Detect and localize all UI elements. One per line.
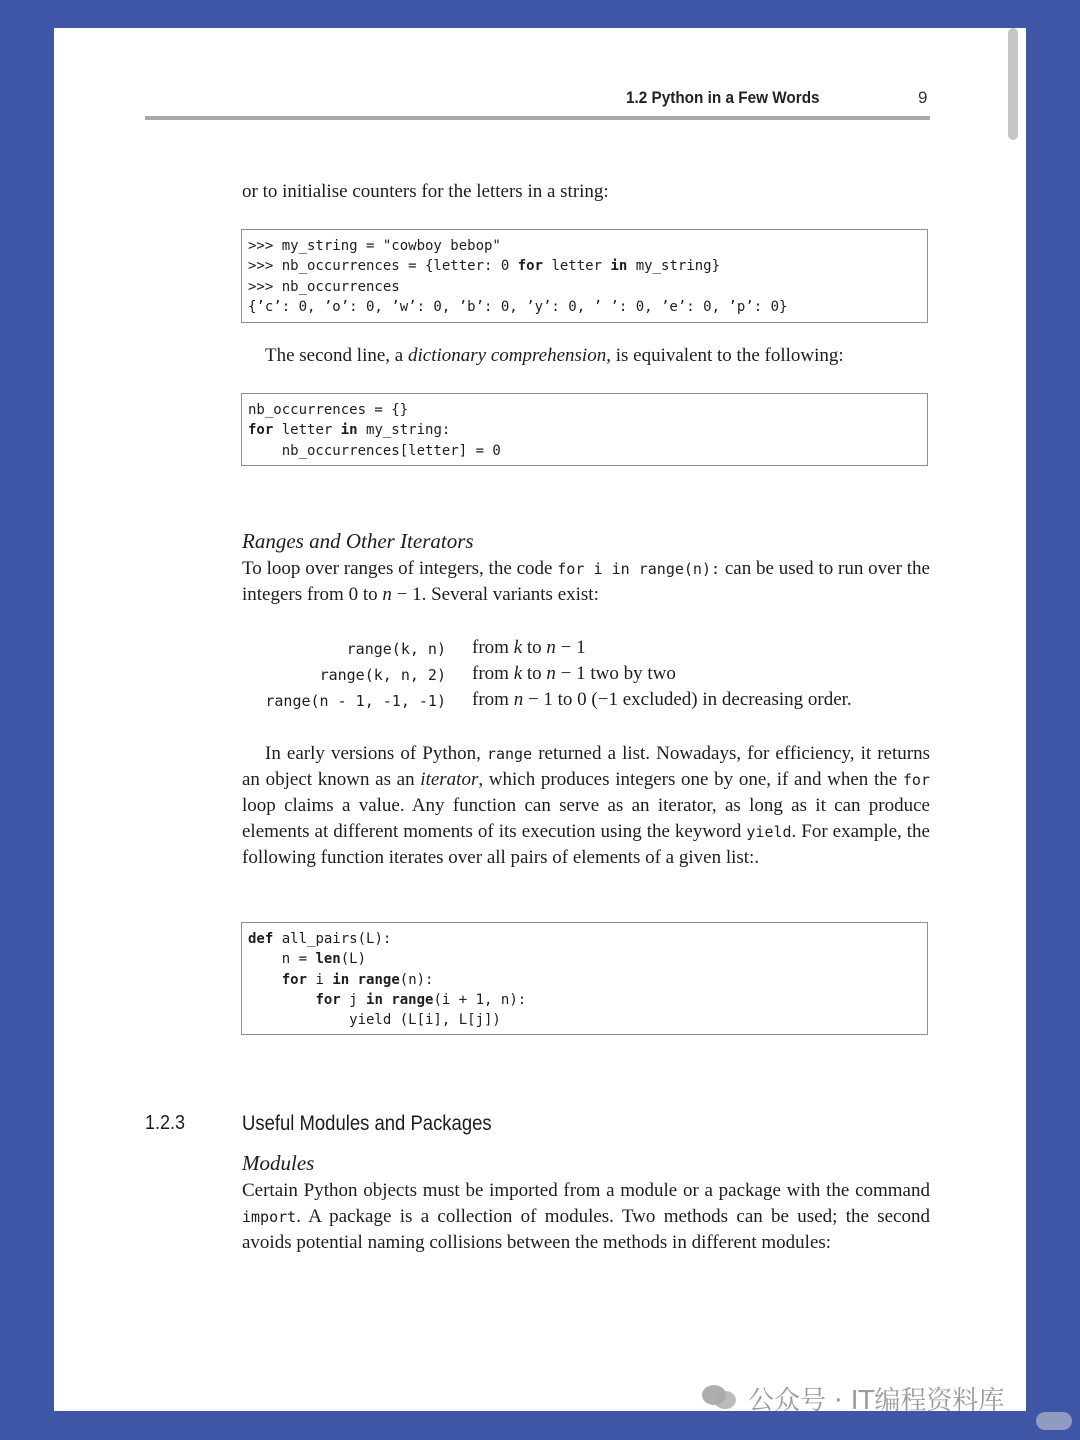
code-text: my_string} bbox=[627, 258, 721, 275]
text: loop claims a value. Any function can serve as an iterator, as long as it can produce elements at different moments of its execution using the keyword bbox=[242, 795, 930, 842]
text: from bbox=[472, 663, 514, 684]
code-keyword: range bbox=[357, 971, 400, 988]
text: − 1 to 0 (−1 excluded) in decreasing order. bbox=[523, 689, 852, 710]
subheading-ranges: Ranges and Other Iterators bbox=[242, 529, 474, 553]
inline-code: range bbox=[486, 745, 533, 763]
section-number: 1.2.3 bbox=[145, 1112, 186, 1134]
text: can be used to run over the integers from 0 to bbox=[242, 558, 930, 605]
section-title: Useful Modules and Packages bbox=[242, 1112, 492, 1135]
code-line bbox=[248, 256, 921, 276]
code-text: i bbox=[307, 971, 333, 988]
code-line: yield (L[i], L[j]) bbox=[248, 1012, 501, 1029]
header-rule bbox=[145, 116, 930, 120]
code-keyword: in bbox=[366, 991, 383, 1008]
variable: n bbox=[513, 689, 524, 710]
paragraph-modules bbox=[242, 1178, 930, 1256]
code-line bbox=[248, 929, 921, 949]
code-line bbox=[248, 949, 921, 969]
variable: n bbox=[382, 584, 392, 605]
range-code: range(n - 1, -1, -1) bbox=[265, 692, 446, 710]
code-text: j bbox=[340, 991, 367, 1008]
text: , is equivalent to the following: bbox=[606, 345, 844, 366]
corner-badge bbox=[1036, 1412, 1072, 1430]
inline-code: import bbox=[242, 1208, 297, 1226]
text: returned a list. Nowadays, for efficiency, it returns an object known as an bbox=[242, 743, 930, 790]
watermark-text: 公众号 · IT编程资料库 bbox=[748, 1386, 1005, 1416]
range-description bbox=[472, 663, 676, 685]
paragraph-dict-comprehension bbox=[265, 343, 945, 369]
text: to bbox=[522, 663, 547, 684]
code-line bbox=[248, 990, 921, 1010]
intro-paragraph: or to initialise counters for the letters in a string: bbox=[242, 181, 609, 202]
code-keyword: for bbox=[517, 258, 544, 275]
inline-code: for bbox=[902, 771, 930, 789]
code-line: nb_occurrences[letter] = 0 bbox=[248, 442, 501, 459]
inline-code: for i in range(n): bbox=[557, 560, 721, 578]
code-text: (L) bbox=[340, 951, 367, 968]
variable: n bbox=[546, 637, 556, 658]
code-line: >>> my_string = "cowboy bebop" bbox=[248, 238, 501, 254]
inline-code: yield bbox=[746, 823, 792, 841]
code-block-for-loop bbox=[241, 393, 928, 466]
code-text: all_pairs(L): bbox=[273, 931, 392, 947]
page-number: 9 bbox=[918, 88, 928, 107]
code-keyword: in bbox=[332, 971, 350, 988]
range-description bbox=[472, 689, 852, 711]
scrollbar[interactable] bbox=[1008, 28, 1018, 140]
code-keyword: in bbox=[610, 258, 628, 275]
text: Certain Python objects must be imported from a module or a package with the command bbox=[242, 1180, 930, 1201]
text: − 1 bbox=[555, 637, 586, 658]
variable: k bbox=[513, 663, 523, 684]
paragraph-ranges bbox=[242, 556, 930, 608]
variable: n bbox=[546, 663, 556, 684]
code-text: my_string: bbox=[357, 422, 451, 439]
code-keyword: range bbox=[391, 991, 434, 1008]
code-block-all-pairs bbox=[241, 922, 928, 1035]
code-keyword: in bbox=[340, 422, 358, 439]
code-text: letter bbox=[273, 422, 341, 439]
emphasis: iterator bbox=[420, 769, 479, 790]
subheading-modules: Modules bbox=[242, 1151, 315, 1175]
code-line: {’c’: 0, ’o’: 0, ’w’: 0, ’b’: 0, ’y’: 0, ’ ’: 0, ’e’: 0, ’p’: 0} bbox=[248, 298, 788, 315]
code-text: n = bbox=[248, 951, 316, 968]
text: . A package is a collection of modules. Two methods can be used; the second avoids potential naming collisions between the methods in different modules: bbox=[242, 1206, 930, 1253]
code-keyword: for bbox=[281, 971, 308, 988]
code-text: letter bbox=[543, 258, 611, 275]
text: − 1 two by two bbox=[555, 663, 676, 684]
code-text: (n): bbox=[399, 971, 434, 988]
range-code: range(k, n, 2) bbox=[319, 666, 446, 684]
text: to bbox=[522, 637, 547, 658]
code-text: (i + 1, n): bbox=[433, 991, 527, 1008]
code-keyword: for bbox=[315, 991, 341, 1008]
code-keyword: for bbox=[248, 422, 274, 439]
code-line bbox=[248, 420, 921, 440]
text: In early versions of Python, bbox=[265, 743, 487, 764]
code-line: >>> nb_occurrences bbox=[248, 278, 400, 295]
text: from bbox=[472, 637, 514, 658]
code-keyword: def bbox=[248, 931, 274, 947]
running-header: 1.2 Python in a Few Words bbox=[626, 88, 820, 107]
code-line: nb_occurrences = {} bbox=[248, 402, 409, 418]
text: − 1. Several variants exist: bbox=[391, 584, 599, 605]
code-keyword: len bbox=[315, 951, 341, 968]
code-block-dict-comprehension bbox=[241, 229, 928, 323]
code-line bbox=[248, 970, 921, 990]
code-text: >>> nb_occurrences = {letter: 0 bbox=[248, 258, 518, 275]
text: . For example, the following function iterates over all pairs of elements of a given list:. bbox=[242, 821, 930, 868]
variable: k bbox=[513, 637, 523, 658]
emphasis: dictionary comprehension bbox=[407, 345, 607, 366]
paragraph-iterators bbox=[242, 741, 930, 871]
range-description bbox=[472, 637, 586, 659]
text: The second line, a bbox=[265, 345, 408, 366]
text: To loop over ranges of integers, the code bbox=[242, 558, 558, 579]
range-code: range(k, n) bbox=[346, 640, 446, 658]
text: from bbox=[472, 689, 514, 710]
wechat-icon bbox=[700, 1382, 738, 1412]
text: , which produces integers one by one, if and when the bbox=[478, 769, 903, 790]
